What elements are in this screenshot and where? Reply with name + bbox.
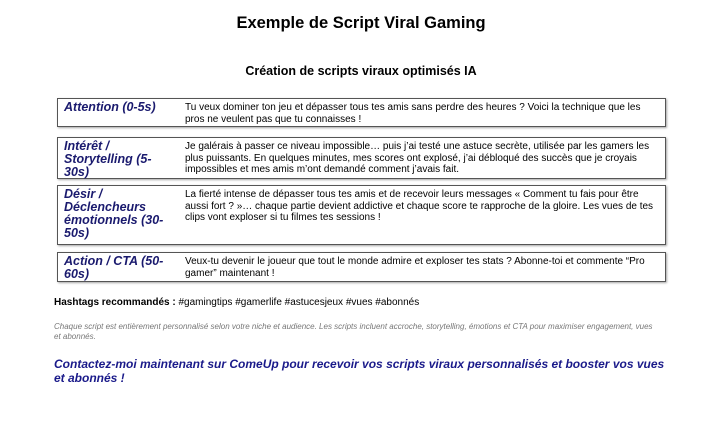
section-label: Attention (0-5s)	[64, 100, 156, 114]
section-attention	[57, 98, 666, 127]
section-text: La fierté intense de dépasser tous tes amis et de recevoir leurs messages « Comment tu fais pour être aussi fort ? »… chaque partie devient addictive et chaque score te rapproche de la gloire. Les vues de tes clips vont exploser si tu filmes tes sessions !	[185, 189, 654, 224]
page-title: Exemple de Script Viral Gaming	[236, 14, 486, 32]
section-text: Veux-tu devenir le joueur que tout le monde admire et exploser tes stats ? Abonne-toi et commente “Pro gamer” maintenant !	[185, 256, 645, 279]
section-label: Désir / Déclencheurs émotionnels (30-50s)	[64, 187, 164, 240]
hashtags-label: Hashtags recommandés :	[54, 297, 176, 308]
section-desir-declencheurs	[57, 185, 666, 245]
hashtags-values: #gamingtips #gamerlife #astucesjeux #vues #abonnés	[178, 297, 420, 308]
section-label: Intérêt / Storytelling (5-30s)	[64, 139, 152, 179]
section-action-cta	[57, 252, 666, 282]
section-label: Action / CTA (50-60s)	[64, 254, 164, 281]
section-text: Je galérais à passer ce niveau impossible… puis j’ai testé une astuce secrète, utilisée par les gamers les plus puissants. En quelques minutes, mes scores ont explosé, j’ai débloqué des succès que je croyais impossibles et mes amis m’ont demandé comment j’avais fait.	[185, 141, 650, 176]
section-text: Tu veux dominer ton jeu et dépasser tous tes amis sans perdre des heures ? Voici la technique que les pros ne veulent pas que tu connaisses !	[185, 102, 641, 125]
personalization-note: Chaque script est entièrement personnalisé selon votre niche et audience. Les scripts incluent accroche, storytelling, émotions et CTA pour maximiser engagement, vues et abonnés.	[54, 322, 653, 341]
page-subtitle: Création de scripts viraux optimisés IA	[245, 64, 477, 78]
section-interet-storytelling	[57, 137, 666, 179]
contact-cta: Contactez-moi maintenant sur ComeUp pour recevoir vos scripts viraux personnalisés et booster vos vues et abonnés !	[54, 357, 665, 385]
hashtags-line	[54, 297, 419, 308]
